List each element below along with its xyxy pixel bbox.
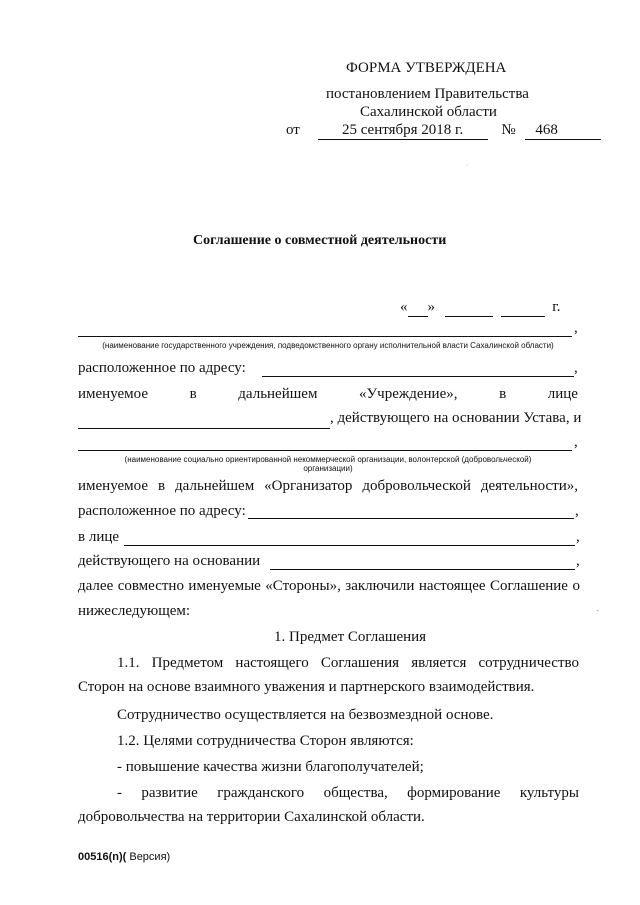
institution-name-line	[78, 336, 572, 337]
region-line: Сахалинской области	[360, 104, 497, 120]
month-blank	[445, 299, 493, 317]
scan-mark: ˎ	[596, 601, 600, 612]
agreement-title: Соглашение о совместной деятельности	[193, 233, 447, 248]
clause-1-1: 1.1. Предметом настоящего Соглашения является сотрудничество	[117, 655, 579, 671]
comma: ,	[574, 320, 578, 336]
named-organizer-line: именуемое в дальнейшем «Организатор добровольческой деятельности»,	[78, 478, 578, 494]
representative-blank-line	[78, 428, 330, 429]
approval-date: 25 сентября 2018 г.	[318, 122, 488, 140]
date-line: « » г.	[400, 299, 561, 315]
following-text: нижеследующем:	[78, 603, 191, 619]
address-blank-line-2	[248, 518, 574, 519]
goal-1: - повышение качества жизни благополучателей;	[117, 759, 424, 775]
organization-caption: (наименование социально ориентированной некоммерческой организации, волонтерской (добровольческой) организации)	[124, 455, 532, 473]
clause-1-2: 1.2. Целями сотрудничества Сторон являются:	[117, 733, 414, 749]
year-suffix: г.	[552, 299, 561, 315]
scan-mark: ·	[466, 163, 468, 169]
address-label: расположенное по адресу:	[78, 360, 246, 376]
institution-caption: (наименование государственного учреждения, подведомственного органу исполнительной власти Сахалинской области)	[102, 341, 554, 350]
from-label: от	[286, 122, 300, 138]
year-blank	[501, 299, 545, 317]
comma: ,	[576, 529, 580, 545]
acting-basis-blank-line	[270, 569, 575, 570]
document-code: 00516(n)( Версия)	[78, 851, 171, 863]
resolution-line: постановлением Правительства	[326, 86, 529, 102]
comma: ,	[574, 434, 578, 450]
number-label: №	[501, 122, 516, 138]
section-1-heading: 1. Предмет Соглашения	[274, 629, 427, 645]
day-blank	[408, 299, 428, 317]
parties-line: далее совместно именуемые «Стороны», заключили настоящее Соглашение о	[78, 578, 580, 594]
goal-2: - развитие гражданского общества, формирование культуры	[117, 785, 579, 801]
named-institution-line: именуемое в дальнейшем «Учреждение», в лице	[78, 386, 578, 402]
organization-name-line	[78, 450, 572, 451]
in-person-label: в лице	[78, 529, 120, 545]
acting-on-charter: , действующего на основании Устава, и	[330, 410, 582, 426]
comma: ,	[576, 553, 580, 569]
address-label-2: расположенное по адресу:	[78, 503, 246, 519]
acting-on-basis-label: действующего на основании	[78, 553, 261, 569]
form-approved-heading: ФОРМА УТВЕРЖДЕНА	[346, 60, 507, 76]
approval-date-row	[286, 122, 601, 140]
address-blank-line	[262, 376, 574, 377]
clause-1-1-continuation: Сторон на основе взаимного уважения и партнерского взаимодействия.	[78, 679, 535, 695]
comma: ,	[574, 360, 578, 376]
free-basis-text: Сотрудничество осуществляется на безвозмездной основе.	[117, 707, 494, 723]
approval-number: 468	[525, 122, 601, 140]
goal-2-continuation: добровольчества на территории Сахалинской области.	[78, 809, 425, 825]
comma: ,	[575, 503, 579, 519]
in-person-blank-line	[124, 545, 575, 546]
